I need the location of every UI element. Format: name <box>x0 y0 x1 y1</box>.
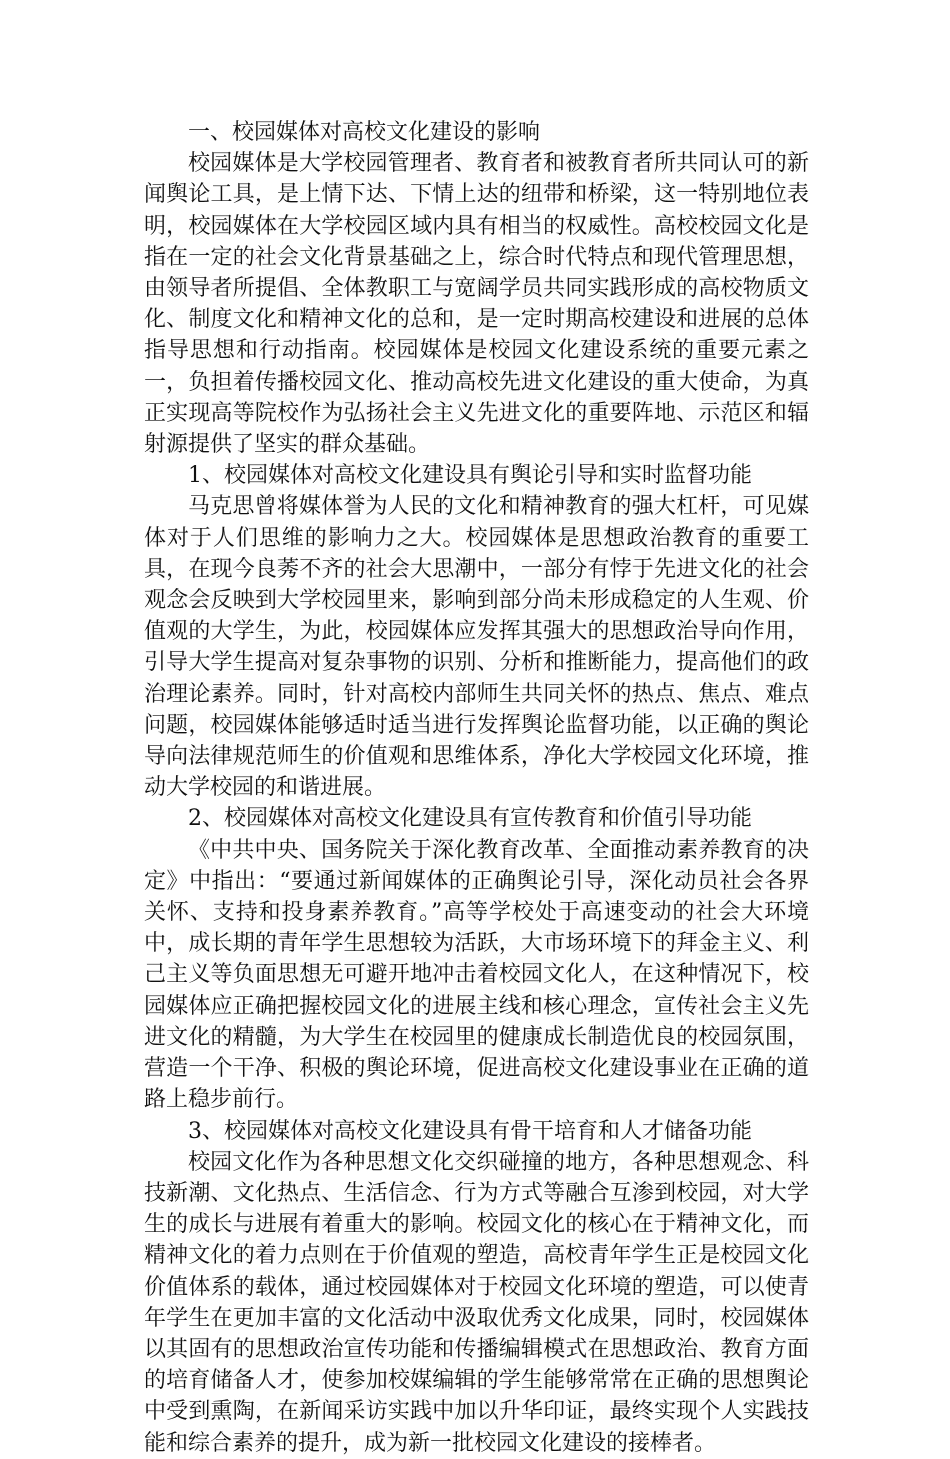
subsection-heading: 1、校园媒体对高校文化建设具有舆论引导和实时监督功能 <box>188 463 752 489</box>
body-paragraph: 《中共中央、国务院关于深化教育改革、全面推动素养教育的决定》中指出：“要通过新闻媒体的正确舆论引导，深化动员社会各界关怀、支持和投身素养教育。”高等学校处于高速变动的社会大环境中，成长期的青年学生思想较为活跃，大市场环境下的拜金主义、利己主义等负面思想无可避开地冲击着校园文化人，在这种情况下，校园媒体应正确把握校园文化的进展主线和核心理念，宣传社会主义先进文化的精髓，为大学生在校园里的健康成长制造优良的校园氛围，营造一个干净、积极的舆论环境，促进高校文化建设事业在正确的道路上稳步前行。 <box>144 837 809 1113</box>
body-paragraph: 马克思曾将媒体誉为人民的文化和精神教育的强大杠杆，可见媒体对于人们思维的影响力之大。校园媒体是思想政治教育的重要工具，在现今良莠不齐的社会大思潮中，一部分有悖于先进文化的社会观念会反映到大学校园里来，影响到部分尚未形成稳定的人生观、价值观的大学生，为此，校园媒体应发挥其强大的思想政治导向作用，引导大学生提高对复杂事物的识别、分析和推断能力，提高他们的政治理论素养。同时，针对高校内部师生共同关怀的热点、焦点、难点问题，校园媒体能够适时适当进行发挥舆论监督功能，以正确的舆论导向法律规范师生的价值观和思维体系，净化大学校园文化环境，推动大学校园的和谐进展。 <box>144 494 809 801</box>
body-paragraph: 校园媒体是大学校园管理者、教育者和被教育者所共同认可的新闻舆论工具，是上情下达、下情上达的纽带和桥梁，这一特别地位表明，校园媒体在大学校园区域内具有相当的权威性。高校校园文化是指在一定的社会文化背景基础之上，综合时代特点和现代管理思想，由领导者所提倡、全体教职工与宽阔学员共同实践形成的高校物质文化、制度文化和精神文化的总和，是一定时期高校建设和进展的总体指导思想和行动指南。校园媒体是校园文化建设系统的重要元素之一，负担着传播校园文化、推动高校先进文化建设的重大使命，为真正实现高等院校作为弘扬社会主义先进文化的重要阵地、示范区和辐射源提供了坚实的群众基础。 <box>144 151 809 458</box>
body-paragraph: 校园文化作为各种思想文化交织碰撞的地方，各种思想观念、科技新潮、文化热点、生活信念、行为方式等融合互渗到校园，对大学生的成长与进展有着重大的影响。校园文化的核心在于精神文化，而精神文化的着力点则在于价值观的塑造，高校青年学生正是校园文化价值体系的载体，通过校园媒体对于校园文化环境的塑造，可以使青年学生在更加丰富的文化活动中汲取优秀文化成果，同时，校园媒体以其固有的思想政治宣传功能和传播编辑模式在思想政治、教育方面的培育储备人才，使参加校媒编辑的学生能够常常在正确的思想舆论中受到熏陶，在新闻采访实践中加以升华印证，最终实现个人实践技能和综合素养的提升，成为新一批校园文化建设的接棒者。 <box>144 1149 809 1456</box>
subsection-heading: 3、校园媒体对高校文化建设具有骨干培育和人才储备功能 <box>188 1118 752 1144</box>
section-heading: 一、校园媒体对高校文化建设的影响 <box>188 120 541 145</box>
document-body <box>144 117 809 1459</box>
subsection-heading: 2、校园媒体对高校文化建设具有宣传教育和价值引导功能 <box>188 806 752 832</box>
